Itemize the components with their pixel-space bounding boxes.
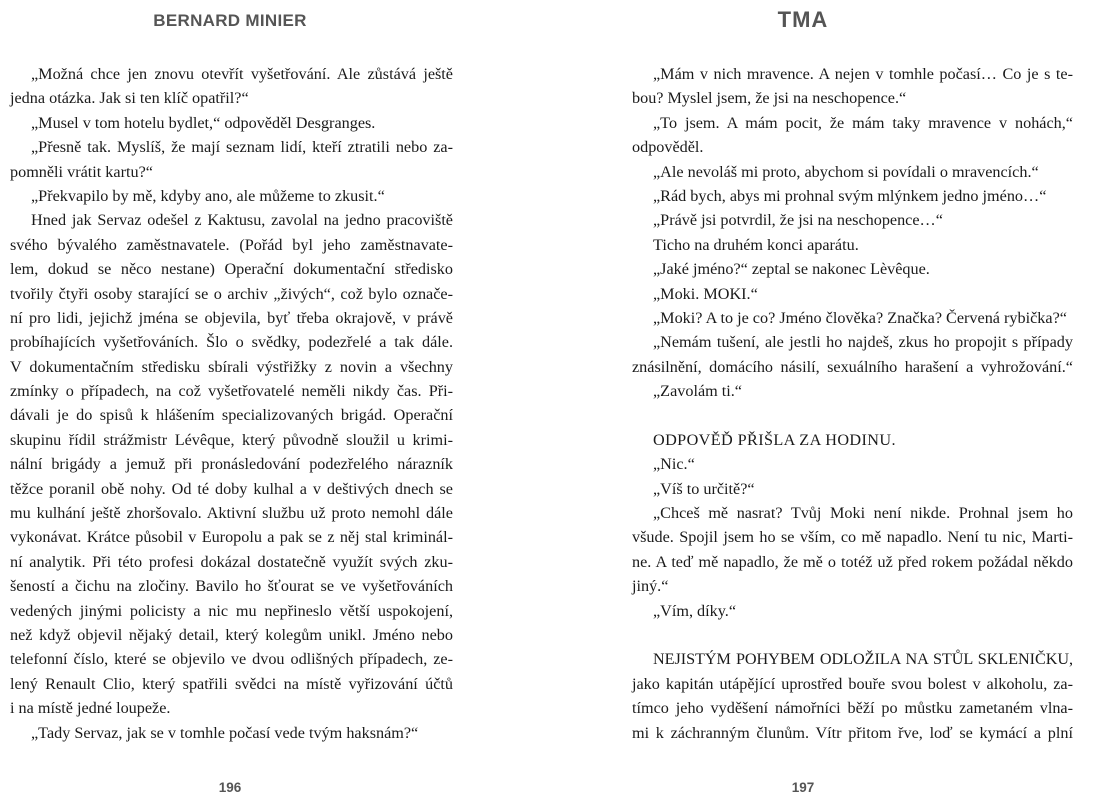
text-line: „Vím, díky.“ [653, 601, 737, 620]
text-line: „Nemám tušení, ale jestli ho najdeš, zkus ho propojit s případy [653, 333, 1073, 352]
text-line: „Chceš mě nasrat? Tvůj Moki není nikde. Prohnal jsem ho [653, 504, 1073, 523]
text-line: Hned jak Servaz odešel z Kaktusu, zavolal na jedno pracoviště [31, 211, 453, 230]
text-line: „Nic.“ [653, 455, 695, 474]
text-line: než když objevil nějaký detail, který kolegům unikl. Jméno nebo [10, 625, 453, 644]
text-line: svého bývalého zaměstnavatele. (Pořád byl jeho zaměstnavate- [10, 235, 453, 254]
text-line: „Překvapilo by mě, kdyby ano, ale můžeme to zkusit.“ [31, 186, 385, 205]
text-line: „Mám v nich mravence. A nejen v tomhle počasí… Co je s te- [653, 65, 1073, 83]
text-line: tímco jeho vyděšení námořníci běží po můstku zametaném vlna- [632, 699, 1073, 718]
text-line: probíhajících vyšetřováních. Šlo o svědky, podezřelé a tak dále. [10, 333, 453, 352]
text-line: lený Renault Clio, který spatřili svědci na místě vyřizování účtů [10, 674, 453, 693]
text-line: jedna otázka. Jak si ten klíč opatřil?“ [10, 89, 249, 108]
text-line: ní analytik. Při této profesi dokázal dostatečně využít svých zku- [10, 552, 453, 571]
text-line: mi k záchranným člunům. Vítr přitom řve, loď se kymácí a plní [632, 723, 1073, 742]
text-line: „Ale nevoláš mi proto, abychom si povídali o mravencích.“ [653, 162, 1039, 181]
text-line: všude. Spojil jsem ho se vším, co mě napadlo. Není tu nic, Marti- [632, 528, 1073, 547]
text-line: ní pro lidi, jejichž jména se objevila, byť třeba okrajově, v právě [10, 308, 453, 327]
text-line [632, 403, 1073, 427]
text-line: „Víš to určitě?“ [653, 479, 755, 498]
running-head-author: BERNARD MINIER [153, 11, 307, 30]
text-line: ODPOVĚĎ PŘIŠLA ZA HODINU. [653, 430, 896, 449]
text-line: Ticho na druhém konci aparátu. [653, 235, 859, 254]
text-line: „Právě jsi potvrdil, že jsi na neschopence…“ [653, 211, 943, 230]
left-page-text [10, 62, 453, 745]
text-line: „Jaké jméno?“ zeptal se nakonec Lèvêque. [653, 260, 930, 279]
text-line: „Rád bych, abys mi prohnal svým mlýnkem jedno jméno…“ [653, 186, 1047, 205]
text-line: jiný.“ [632, 577, 669, 596]
text-line: mu kulhání ještě zhoršovalo. Aktivní službu už proto nemohl dále [10, 504, 453, 523]
text-line: těžce poranil obě nohy. Od té doby kulhal a v deštivých dnech se [10, 479, 453, 498]
right-page [553, 0, 1106, 800]
text-line: lem, dokud se něco nestane) Operační dokumentační středisko [10, 260, 453, 279]
text-line: „Moki. MOKI.“ [653, 284, 758, 303]
right-page-text [632, 62, 1073, 745]
text-line: „Moki? A to je co? Jméno člověka? Značka? Červená rybička?“ [653, 308, 1067, 327]
text-line: šeností a čichu na zločiny. Bavilo ho šťourat se ve vyšetřováních [10, 577, 453, 596]
text-line: telefonní číslo, které se objevilo ve dvou odlišných případech, ze- [10, 650, 453, 669]
text-line: pomněli vrátit kartu?“ [10, 162, 153, 181]
text-line: NEJISTÝM POHYBEM ODLOŽILA NA STŮL SKLENIČKU, [653, 650, 1073, 669]
text-line: vedených jinými policisty a nic mu nepřineslo větší uspokojení, [10, 601, 453, 620]
text-line: ne. A teď mě napadlo, že mě o totéž už před rokem požádal někdo [632, 552, 1073, 571]
text-line: znásilnění, domácího násilí, sexuálního harašení a vyhrožování.“ [632, 357, 1073, 376]
text-line: i na místě jedné loupeže. [10, 699, 171, 718]
text-line: „Tady Servaz, jak se v tomhle počasí vede tvým haksnám?“ [31, 723, 419, 742]
text-line: bou? Myslel jsem, že jsi na neschopence.“ [632, 89, 907, 108]
text-line: zmínky o případech, na což vyšetřovatelé neměli nikdy čas. Při- [10, 382, 453, 401]
text-line: jako kapitán utápějící uprostřed bouře svou bolest v alkoholu, za- [632, 674, 1073, 693]
text-line: skupinu řídil strážmistr Lévêque, který původně sloužil u krimi- [10, 430, 453, 449]
text-line: „To jsem. A mám pocit, že mám taky mravence v nohách,“ [653, 113, 1073, 132]
text-line: V dokumentačním středisku sbírali výstřižky z novin a všechny [10, 357, 453, 376]
text-line [632, 623, 1073, 647]
page-number-left: 196 [218, 780, 242, 795]
page-number-right: 197 [791, 780, 815, 795]
text-line: tvořily čtyři osoby starající se o archiv „živých“, což bylo označe- [10, 284, 453, 303]
text-line: „Přesně tak. Myslíš, že mají seznam lidí, kteří ztratili nebo za- [31, 138, 453, 157]
text-line: „Zavolám ti.“ [653, 382, 742, 401]
text-line: odpověděl. [632, 138, 704, 157]
text-line: dávali je do spisů k hlášením specializovaných brigád. Operační [10, 406, 453, 425]
text-line: „Musel v tom hotelu bydlet,“ odpověděl Desgranges. [31, 113, 376, 132]
text-line: vykonávat. Krátce působil v Europolu a pak se z něj stal kriminál- [10, 528, 453, 547]
text-line: „Možná chce jen znovu otevřít vyšetřování. Ale zůstává ještě [31, 65, 453, 83]
text-line: nální brigády a jemuž při pronásledování podezřelého nárazník [10, 455, 453, 474]
running-head-title: TMA [777, 7, 829, 32]
